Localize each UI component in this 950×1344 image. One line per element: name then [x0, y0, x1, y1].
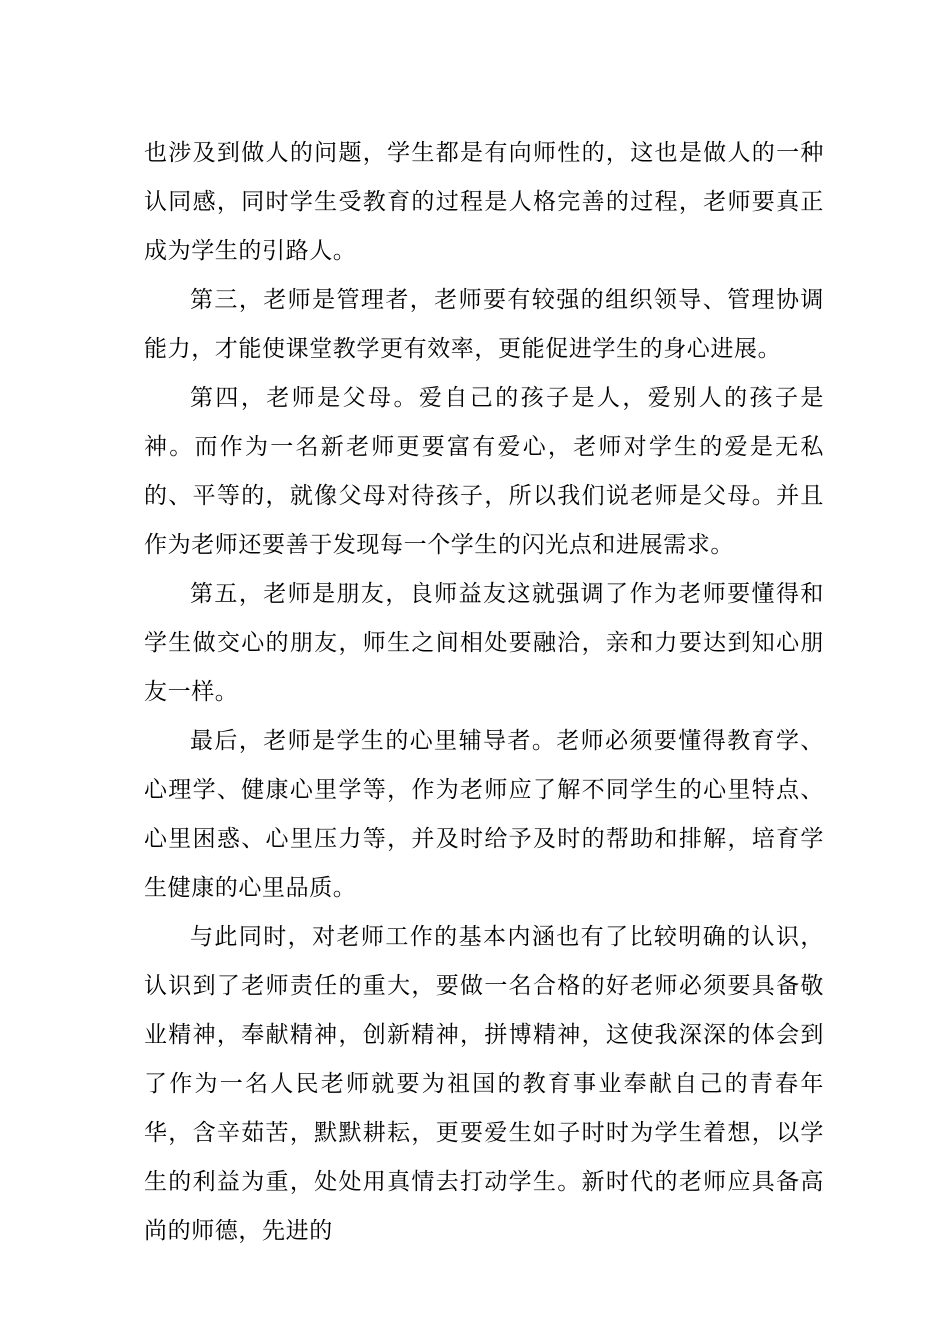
paragraph-teacher-responsibility: 与此同时，对老师工作的基本内涵也有了比较明确的认识，认识到了老师责任的重大，要做一名合格的好老师必须要具备敬业精神，奉献精神，创新精神，拼博精神，这使我深深的体会到了作为一名人民老师就要为祖国的教育事业奉献自己的青春年华，含辛茹苦，默默耕耘，更要爱生如子时时为学生着想，以学生的利益为重，处处用真情去打动学生。新时代的老师应具备高尚的师德，先进的 [144, 924, 824, 1244]
paragraph-continued: 也涉及到做人的问题，学生都是有向师性的，这也是做人的一种认同感，同时学生受教育的过程是人格完善的过程，老师要真正成为学生的引路人。 [144, 140, 824, 264]
paragraph-teacher-parent: 第四，老师是父母。爱自己的孩子是人，爱别人的孩子是神。而作为一名新老师更要富有爱心，老师对学生的爱是无私的、平等的，就像父母对待孩子，所以我们说老师是父母。并且作为老师还要善于发现每一个学生的闪光点和进展需求。 [144, 385, 824, 558]
paragraph-teacher-counselor: 最后，老师是学生的心里辅导者。老师必须要懂得教育学、心理学、健康心里学等，作为老师应了解不同学生的心里特点、心里困惑、心里压力等，并及时给予及时的帮助和排解，培育学生健康的心里品质。 [144, 728, 824, 901]
paragraph-teacher-friend: 第五，老师是朋友，良师益友这就强调了作为老师要懂得和学生做交心的朋友，师生之间相处要融洽，亲和力要达到知心朋友一样。 [144, 581, 824, 705]
paragraph-teacher-manager: 第三，老师是管理者，老师要有较强的组织领导、管理协调能力，才能使课堂教学更有效率，更能促进学生的身心进展。 [144, 287, 824, 362]
document-body [144, 129, 824, 1256]
